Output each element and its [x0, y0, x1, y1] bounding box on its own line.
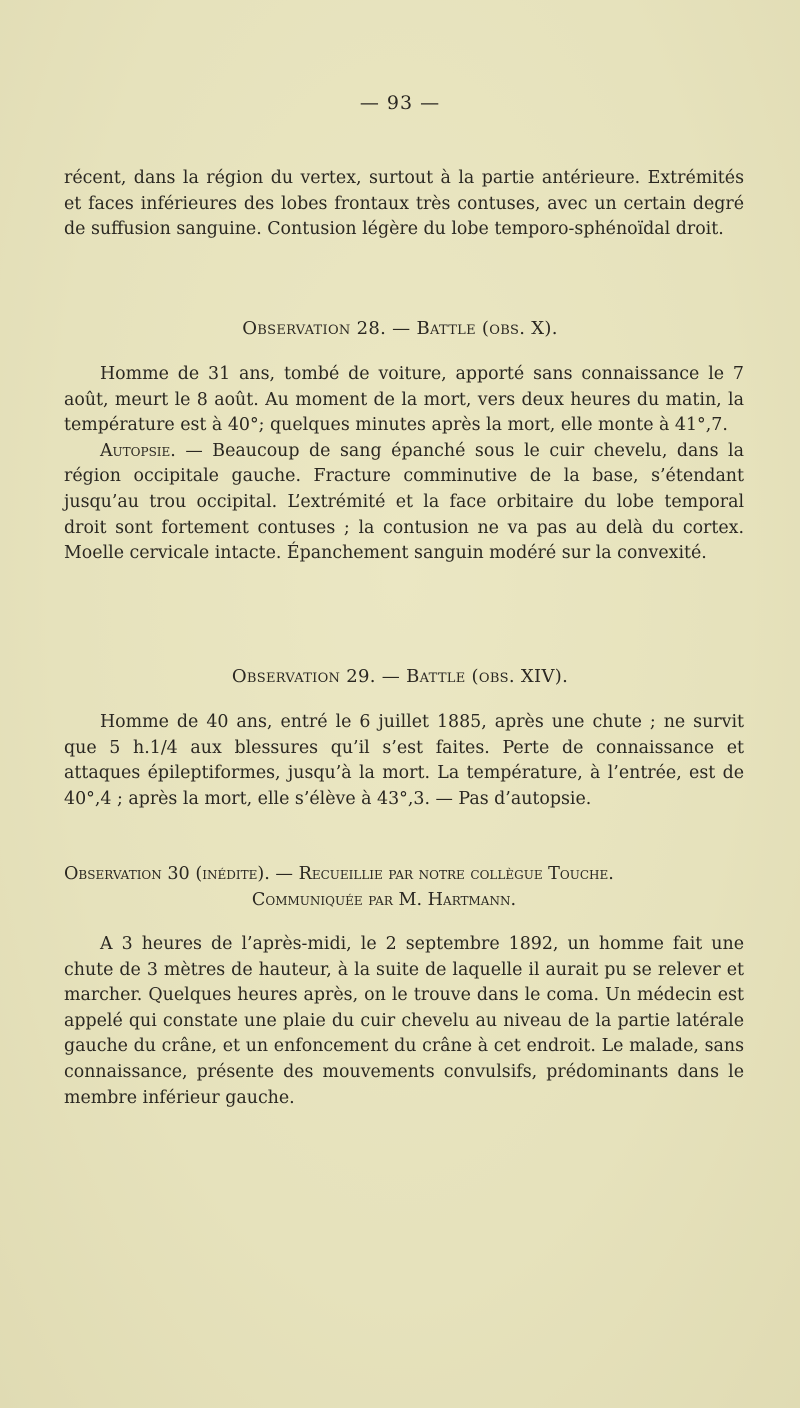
intro-paragraph	[64, 166, 744, 243]
observation-28-paragraph-1: Homme de 31 ans, tombé de voiture, apporté sans connaissance le 7 août, meurt le 8 août. Au moment de la mort, vers deux heures du matin, la température est à 40°; quelques minutes après la mort, elle monte à 41°,7.	[64, 364, 744, 436]
observation-30-body	[64, 932, 744, 1111]
page-number: — 93 —	[359, 92, 441, 114]
observation-29-heading: Observation 29. — Battle (obs. XIV).	[231, 666, 569, 687]
observation-29-paragraph: Homme de 40 ans, entré le 6 juillet 1885, après une chute ; ne survit que 5 h.1/4 aux blessures qu’il s’est faites. Perte de connaissance et attaques épileptiformes, jusqu’à la mort. La température, à l’entrée, est de 40°,4 ; après la mort, elle s’élève à 43°,3. — Pas d’autopsie.	[64, 712, 744, 809]
observation-30-heading	[64, 861, 744, 913]
observation-28-heading: Observation 28. — Battle (obs. X).	[242, 318, 558, 339]
observation-28-body	[64, 362, 744, 567]
autopsy-label: Autopsie.	[100, 440, 176, 461]
observation-30-heading-line-2: Communiquée par M. Hartmann.	[251, 890, 517, 910]
autopsy-text: — Beaucoup de sang épanché sous le cuir chevelu, dans la région occipitale gauche. Fracture comminutive de la base, s’étendant jusqu’au trou occipital. L’extrémité et la face orbitaire du lobe temporal droit sont fortement contuses ; la contusion ne va pas au delà du cortex. Moelle cervicale intacte. Épanchement sanguin modéré sur la convexité.	[64, 440, 744, 564]
observation-29-body	[64, 710, 744, 812]
intro-text: récent, dans la région du vertex, surtout à la partie antérieure. Extrémités et faces inférieures des lobes frontaux très contuses, avec un certain degré de suffusion sanguine. Contusion légère du lobe temporo-sphénoïdal droit.	[64, 168, 744, 240]
observation-28-paragraph-2	[64, 439, 744, 567]
observation-30-paragraph: A 3 heures de l’après-midi, le 2 septembre 1892, un homme fait une chute de 3 mètres de hauteur, à la suite de laquelle il aurait pu se relever et marcher. Quelques heures après, on le trouve dans le coma. Un médecin est appelé qui constate une plaie du cuir chevelu au niveau de la partie latérale gauche du crâne, et un enfoncement du crâne à cet endroit. Le malade, sans connaissance, présente des mouvements convulsifs, prédominants dans le membre inférieur gauche.	[64, 934, 744, 1108]
observation-30-heading-line-1: Observation 30 (inédite). — Recueillie par notre collègue Touche.	[64, 864, 614, 884]
